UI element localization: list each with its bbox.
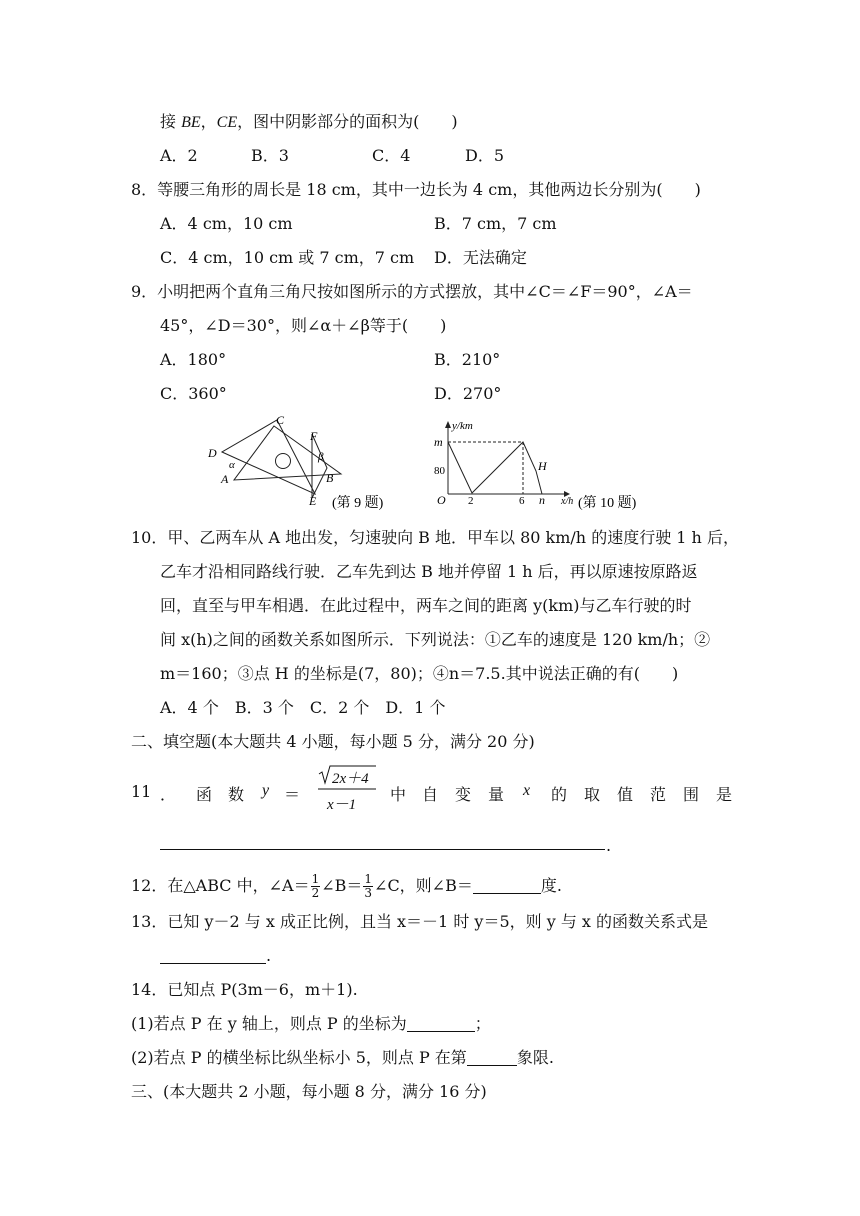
section-2-heading: 二、填空题(本大题共 4 小题，每小题 5 分，满分 20 分) [131, 732, 535, 751]
q9-stem-line1: 9．小明把两个直角三角尺按如图所示的方式摆放，其中∠C＝∠F＝90°，∠A＝ [131, 282, 693, 301]
fig9-label-b: B [326, 471, 334, 485]
q11-fraction [318, 764, 378, 814]
q14-part2-answer-blank[interactable] [467, 1049, 517, 1066]
section-3-heading: 三、(本大题共 2 小题，每小题 8 分，满分 16 分) [131, 1082, 487, 1101]
fig9-caption: (第 9 题) [332, 496, 384, 511]
q14-part1: (1)若点 P 在 y 轴上，则点 P 的坐标为 ； [131, 1014, 491, 1033]
q11-number: 11 [131, 782, 152, 801]
figure-10-graph [428, 416, 658, 514]
q12-stem: 12．在△ABC 中，∠A＝ $\frac{1}{2}$ ∠B＝ $\frac{1}{3}$ ∠C，则∠B＝ 度. [131, 872, 562, 900]
q11-var-y: y [262, 782, 270, 799]
q11-var-x: x [523, 782, 531, 799]
q11-fraction-denominator: x－1 [327, 797, 357, 813]
q11-answer-blank[interactable] [160, 849, 605, 850]
q11-word: 取 [584, 785, 601, 804]
fig10-y-label: y/km [452, 420, 473, 432]
fig9-label-a: A [221, 472, 229, 486]
q8-option-c: C．4 cm，10 cm 或 7 cm，7 cm [160, 248, 415, 267]
q11-word: 自 [422, 785, 439, 804]
q11-word: 中 [390, 785, 407, 804]
q11-word: 数 [228, 785, 245, 804]
q13-answer-line: . [160, 946, 271, 966]
q11-word: 函 [196, 785, 213, 804]
q7-stem-tail: 接 BE，CE，图中阴影部分的面积为( ) [160, 112, 458, 131]
q8-option-d: D．无法确定 [434, 248, 527, 267]
q11-word: 的 [551, 785, 568, 804]
fig10-label-h: H [538, 459, 547, 473]
fig9-label-d: D [208, 446, 217, 460]
fig9-label-f: F [310, 429, 318, 443]
q11-dot: ． [160, 785, 177, 804]
q9-option-b: B．210° [434, 350, 501, 369]
q11-word: 范 [650, 785, 667, 804]
fig10-x-label: x/h [561, 496, 574, 507]
q12-answer-blank[interactable] [473, 877, 541, 894]
q11-end-period: . [606, 836, 612, 855]
q11-word: 是 [716, 785, 733, 804]
q11-equals: ＝ [284, 785, 301, 804]
q10-stem-line4: 间 x(h)之间的函数关系如图所示．下列说法：①乙车的速度是 120 km/h；② [160, 630, 711, 649]
fig10-label-o: O [437, 493, 446, 507]
q9-stem-line2: 45°，∠D＝30°，则∠α＋∠β等于( ) [160, 316, 447, 335]
q7-option-a: A．2 [160, 146, 198, 165]
fig10-distance-line [448, 442, 542, 494]
q9-option-c: C．360° [160, 384, 227, 403]
q8-option-b: B．7 cm，7 cm [434, 214, 557, 233]
q11-word: 值 [617, 785, 634, 804]
fig10-label-n: n [539, 493, 545, 507]
q11-word: 量 [488, 785, 505, 804]
q13-answer-blank[interactable] [160, 947, 266, 964]
fig9-label-e: E [309, 494, 317, 508]
fig10-label-2: 2 [468, 495, 474, 507]
q14-stem: 14．已知点 P(3m－6，m＋1). [131, 980, 358, 999]
q10-stem-line5: m＝160；③点 H 的坐标是(7，80)；④n＝7.5.其中说法正确的有( ) [160, 664, 679, 683]
q13-stem: 13．已知 y－2 与 x 成正比例，且当 x＝－1 时 y＝5，则 y 与 x 的函数关系式是 [131, 912, 709, 931]
fig10-label-80: 80 [434, 465, 445, 477]
q8-stem: 8．等腰三角形的周长是 18 cm，其中一边长为 4 cm，其他两边长分别为( ) [131, 180, 701, 199]
q10-stem-line1: 10．甲、乙两车从 A 地出发，匀速驶向 B 地．甲车以 80 km/h 的速度行驶 1 h 后， [131, 528, 739, 547]
q10-stem-line2: 乙车才沿相同路线行驶．乙车先到达 B 地并停留 1 h 后，再以原速按原路返 [160, 562, 698, 581]
q9-option-a: A．180° [160, 350, 227, 369]
fig10-caption: (第 10 题) [578, 496, 637, 511]
fig9-label-beta: β [318, 451, 324, 463]
q11-fraction-numerator: 2x＋4 [332, 771, 369, 787]
q7-option-d: D．5 [465, 146, 505, 165]
q9-option-d: D．270° [434, 384, 502, 403]
q14-part2: (2)若点 P 的横坐标比纵坐标小 5，则点 P 在第 象限. [131, 1048, 554, 1067]
q14-part1-answer-blank[interactable] [407, 1015, 475, 1032]
fig10-label-6: 6 [519, 495, 525, 507]
fig9-label-alpha: α [229, 459, 235, 471]
q10-options: A．4 个 B．3 个 C．2 个 D．1 个 [160, 698, 446, 717]
figure-9-triangles [200, 412, 430, 514]
q11-word: 变 [455, 785, 472, 804]
fig10-label-m: m [434, 435, 443, 449]
q7-option-b: B．3 [251, 146, 289, 165]
fig9-label-c: C [276, 413, 285, 427]
q8-option-a: A．4 cm，10 cm [160, 214, 293, 233]
q7-option-c: C．4 [372, 146, 411, 165]
q10-stem-line3: 回，直至与甲车相遇．在此过程中，两车之间的距离 y(km)与乙车行驶的时 [160, 596, 692, 615]
q11-word: 围 [683, 785, 700, 804]
